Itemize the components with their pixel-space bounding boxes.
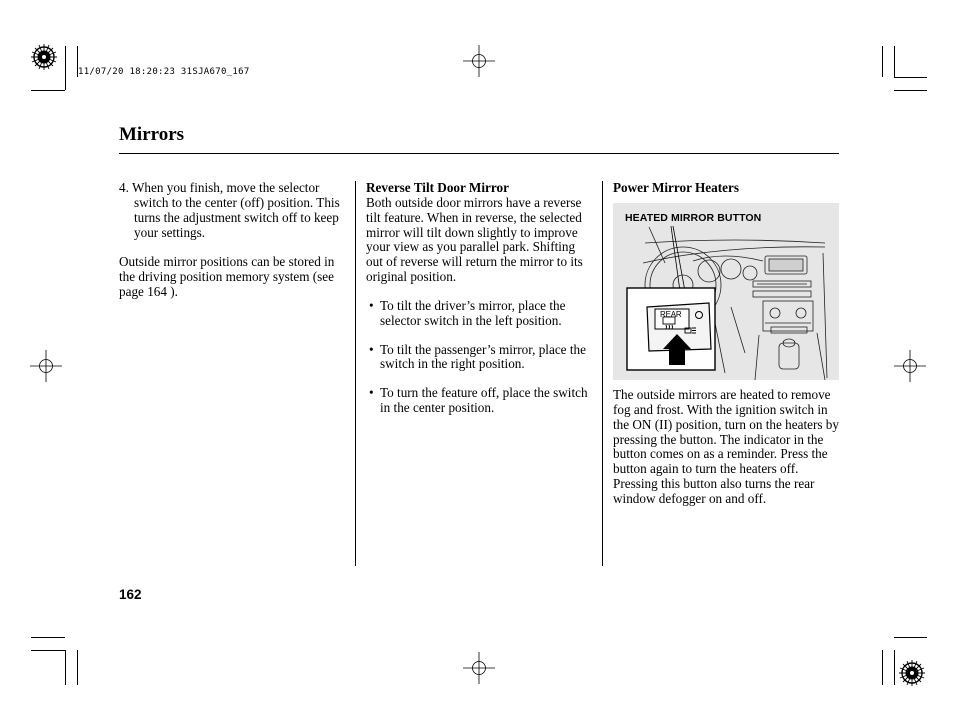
page-title: Mirrors [119,124,185,145]
bullet-glyph: • [369,341,374,357]
print-stamp: 11/07/20 18:20:23 31SJA670_167 [78,67,250,77]
column-divider-2 [602,181,603,566]
registration-starburst-bottom-right [899,660,925,686]
heaters-description: The outside mirrors are heated to remove fog and frost. With the ignition switch in the ON (II) position, turn on the heaters by pressing the button. The indicator in the button comes on as a reminder. Press the button again to turn the heaters off. Pressing this button also turns the rear window defogger on and off. [613,387,839,506]
column-left [119,181,351,300]
figure-caption: HEATED MIRROR BUTTON [625,212,762,224]
step-4-text: 4. When you finish, move the selector switch to the center (off) position. This turns the adjustment switch off to keep your settings. [119,180,340,240]
column-divider-1 [355,181,356,566]
bullet-text: To tilt the driver’s mirror, place the selector switch in the left position. [380,297,566,328]
bullet-text: To turn the feature off, place the switch in the center position. [380,385,588,416]
rear-button-label: REAR [660,310,682,319]
registration-starburst-top-left [31,44,57,70]
power-mirror-heaters-heading: Power Mirror Heaters [613,180,739,195]
heated-mirror-figure [613,203,839,380]
reverse-tilt-heading: Reverse Tilt Door Mirror [366,180,509,195]
bullet-item [366,299,594,329]
column-middle [366,181,594,416]
bullet-glyph: • [369,297,374,313]
bullet-item [366,386,594,416]
dashboard-illustration [613,203,839,380]
memory-note-text: Outside mirror positions can be stored in the driving position memory system (see page 164 ). [119,254,335,300]
page-number: 162 [119,587,142,602]
title-divider [119,153,839,154]
bullet-text: To tilt the passenger’s mirror, place the switch in the right position. [380,341,586,372]
bullet-item [366,343,594,373]
reverse-tilt-intro: Both outside door mirrors have a reverse tilt feature. When in reverse, the selected mirror will tilt down slightly to improve your view as you parallel park. Shifting out of reverse will return the mirror to its original position. [366,194,583,285]
bullet-glyph: • [369,385,374,401]
